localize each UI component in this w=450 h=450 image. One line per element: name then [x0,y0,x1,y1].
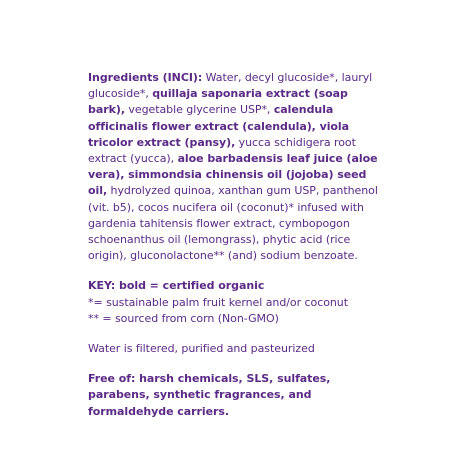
ingredients-organic-1: quillaja saponaria extract (soap bark), [88,87,348,117]
water-note: Water is filtered, purified and pasteurized [88,342,315,356]
ingredients-text-1: Water, decyl glucoside*, lauryl glucoside*, [88,71,373,101]
key-line-1: *= sustainable palm fruit kernel and/or coconut [88,295,348,309]
ingredients-panel [88,70,378,420]
ingredients-organic-2: calendula officinalis flower extract (calendula), viola tricolor extract (pansy), [88,103,350,149]
ingredients-paragraph [88,70,378,264]
ingredients-text-2: vegetable glycerine USP*, [124,103,274,117]
ingredients-organic-3: aloe barbadensis leaf juice (aloe vera), simmondsia chinensis oil (jojoba) seed oil, [88,152,378,198]
free-of-statement: Free of: harsh chemicals, SLS, sulfates, parabens, synthetic fragrances, and formaldehyde carriers. [88,372,331,418]
key-line-2: ** = sourced from corn (Non-GMO) [88,311,279,325]
key-title: KEY: bold = certified organic [88,279,265,293]
ingredients-text-4: hydrolyzed quinoa, xanthan gum USP, panthenol (vit. b5), cocos nucifera oil (coconut)* infused with gardenia tahitensis flower extract, cymbopogon schoenanthus oil (lemongrass), phytic acid (rice origin), gluconolactone** (and) sodium benzoate. [88,184,378,263]
ingredients-text-3: yucca schidigera root extract (yucca), [88,135,356,166]
ingredients-heading: Ingredients (INCI): [88,71,203,84]
